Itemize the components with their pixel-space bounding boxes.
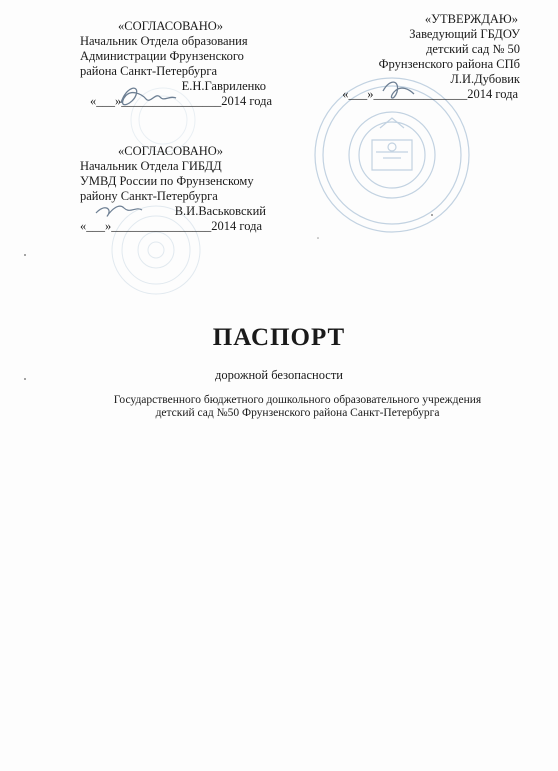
approval-block-education: [80, 19, 280, 109]
approval-position-line: Начальник Отдела образования: [80, 34, 248, 48]
approval-signatory: Е.Н.Гавриленко: [181, 79, 266, 93]
document-title: ПАСПОРТ: [212, 324, 346, 351]
approval-signatory: В.И.Васьковский: [174, 204, 266, 218]
approval-signatory: Л.И.Дубовик: [450, 72, 520, 86]
organization-line: детский сад №50 Фрунзенского района Санкт-Петербурга: [155, 407, 440, 419]
approval-position-line: району Санкт-Петербурга: [80, 189, 218, 203]
approval-position-line: района Санкт-Петербурга: [80, 64, 218, 78]
approval-date-line: «___»________________2014 года: [90, 94, 272, 108]
approval-position-line: УМВД России по Фрунзенскому: [80, 174, 254, 188]
organization-line: Государственного бюджетного дошкольного образовательного учреждения: [113, 394, 482, 406]
approval-heading: «СОГЛАСОВАНО»: [118, 144, 224, 158]
approval-position-line: Фрунзенского района СПб: [378, 57, 520, 71]
approval-position-line: Администрации Фрунзенского: [80, 49, 244, 63]
approval-position-line: Начальник Отдела ГИБДД: [80, 159, 222, 173]
approval-date-line: «___»_______________2014 года: [342, 87, 518, 101]
approval-position-line: детский сад № 50: [426, 42, 520, 56]
approval-block-head: [330, 12, 520, 102]
document-subtitle: дорожной безопасности: [215, 368, 343, 382]
approval-block-traffic-police: [80, 144, 280, 234]
organization-name: [0, 394, 558, 420]
approval-heading: «СОГЛАСОВАНО»: [118, 19, 224, 33]
approval-position-line: Заведующий ГБДОУ: [409, 27, 520, 41]
approval-date-line: «___»________________2014 года: [80, 219, 262, 233]
approval-heading: «УТВЕРЖДАЮ»: [424, 12, 518, 26]
